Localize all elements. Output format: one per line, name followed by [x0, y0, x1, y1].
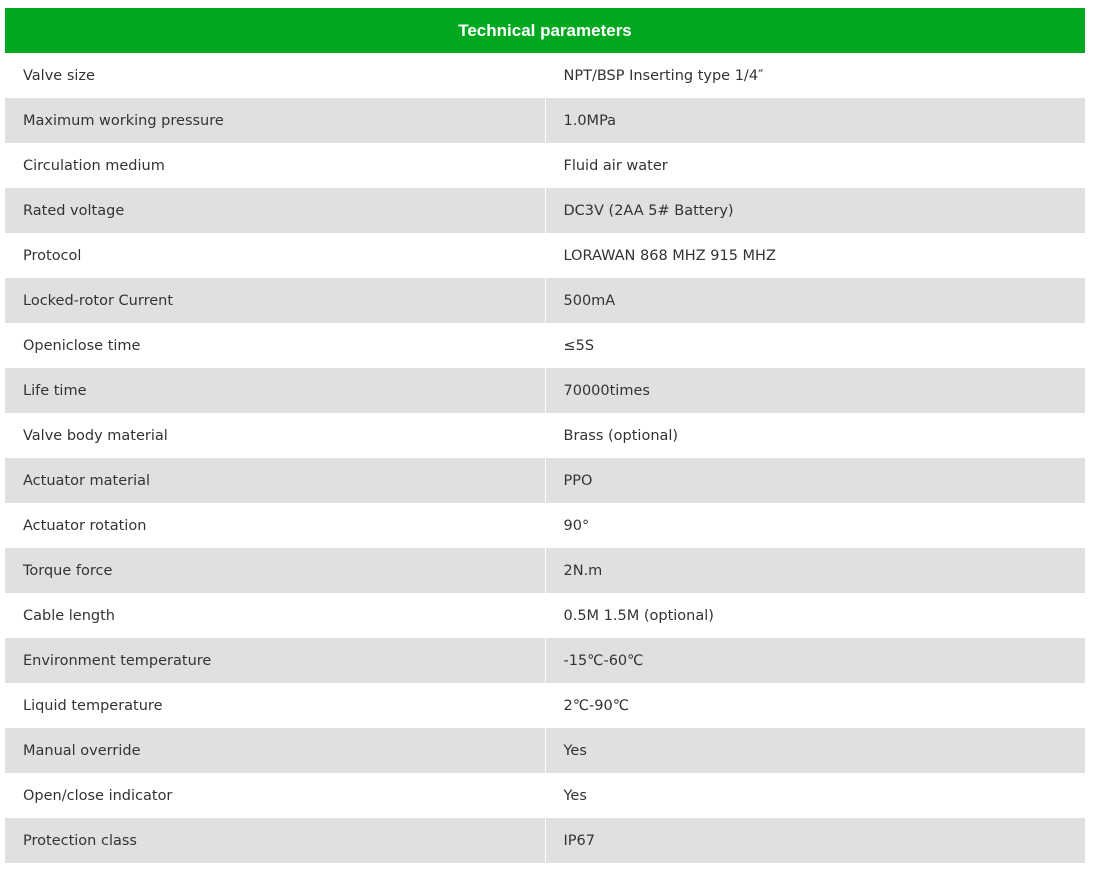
parameter-label: Openiclose time [5, 323, 545, 368]
technical-parameters-table [5, 8, 1085, 863]
table-header-row [5, 8, 1085, 53]
table-row [5, 818, 1085, 863]
parameter-value: 0.5M 1.5M (optional) [545, 593, 1085, 638]
table-row [5, 458, 1085, 503]
table-row [5, 728, 1085, 773]
table-row [5, 593, 1085, 638]
parameter-label: Open/close indicator [5, 773, 545, 818]
table-row [5, 368, 1085, 413]
parameter-label: Life time [5, 368, 545, 413]
table-row [5, 548, 1085, 593]
parameter-label: Valve body material [5, 413, 545, 458]
table-row [5, 773, 1085, 818]
table-row [5, 53, 1085, 98]
table-row [5, 683, 1085, 728]
table-row [5, 638, 1085, 683]
parameter-value: -15℃-60℃ [545, 638, 1085, 683]
parameter-label: Locked-rotor Current [5, 278, 545, 323]
parameter-value: Yes [545, 728, 1085, 773]
parameter-label: Environment temperature [5, 638, 545, 683]
parameter-value: PPO [545, 458, 1085, 503]
parameter-value: Yes [545, 773, 1085, 818]
table-row [5, 278, 1085, 323]
table-row [5, 503, 1085, 548]
parameter-value: 2N.m [545, 548, 1085, 593]
parameter-label: Torque force [5, 548, 545, 593]
parameter-label: Protocol [5, 233, 545, 278]
table-row [5, 188, 1085, 233]
parameter-label: Cable length [5, 593, 545, 638]
parameter-value: IP67 [545, 818, 1085, 863]
parameter-value: ≤5S [545, 323, 1085, 368]
parameter-value: Fluid air water [545, 143, 1085, 188]
table-row [5, 323, 1085, 368]
parameter-label: Protection class [5, 818, 545, 863]
parameter-value: DC3V (2AA 5# Battery) [545, 188, 1085, 233]
parameter-value: 2℃-90℃ [545, 683, 1085, 728]
table-title: Technical parameters [5, 8, 1085, 53]
parameter-value: Brass (optional) [545, 413, 1085, 458]
parameter-label: Actuator rotation [5, 503, 545, 548]
parameter-label: Maximum working pressure [5, 98, 545, 143]
parameter-value: 1.0MPa [545, 98, 1085, 143]
parameter-label: Circulation medium [5, 143, 545, 188]
table-row [5, 233, 1085, 278]
parameter-label: Rated voltage [5, 188, 545, 233]
table-row [5, 98, 1085, 143]
table-row [5, 143, 1085, 188]
parameter-label: Valve size [5, 53, 545, 98]
parameter-value: 70000times [545, 368, 1085, 413]
parameter-value: 90° [545, 503, 1085, 548]
parameter-label: Actuator material [5, 458, 545, 503]
table-row [5, 413, 1085, 458]
parameter-value: NPT/BSP Inserting type 1/4″ [545, 53, 1085, 98]
parameter-value: 500mA [545, 278, 1085, 323]
parameter-label: Manual override [5, 728, 545, 773]
parameter-value: LORAWAN 868 MHZ 915 MHZ [545, 233, 1085, 278]
parameter-label: Liquid temperature [5, 683, 545, 728]
